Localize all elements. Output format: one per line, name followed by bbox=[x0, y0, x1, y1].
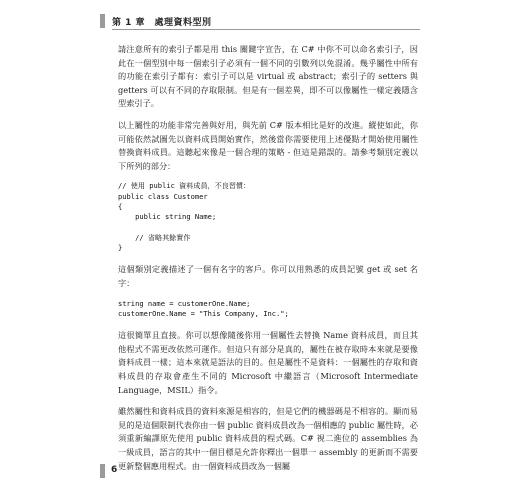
chapter-header-title: 第 1 章 處理資料型別 bbox=[112, 18, 212, 28]
paragraph-msil-difference: 這很簡單且直接。你可以想像隨後你用一個屬性去替換 Name 資料成員，而且其他程式不需更改依然可運作。但這只有部分是真的，屬性在被存取時本來就是要像資料成員一樣；這本來就是語法的目的。但是屬性不是資料：一個屬性的存取和資料成員的存取會產生不同的 Microsoft 中繼語言（Microsoft Intermediate Language，MSIL）指令。 bbox=[118, 330, 418, 395]
paragraph-customer-description: 這個類別定義描述了一個有名字的客戶。你可以用熟悉的成員記號 get 或 set 名字： bbox=[118, 264, 418, 289]
header-accent-bar bbox=[100, 14, 105, 28]
paragraph-property-strategy: 以上屬性的功能非常完善與好用，與先前 C# 版本相比是好的改進。縱使如此，你可能依然試圖先以資料成員開始實作，然後當你需要使用上述優點才開始使用屬性替換資料成員。這聽起來像是一個合理的策略 - 但這是錯誤的。請參考類別定義以下所列的部分： bbox=[118, 119, 418, 171]
code-block-name-usage: string name = customerOne.Name; customerOne.Name = "This Company, Inc."; bbox=[118, 298, 289, 318]
code-block-customer-class: // 使用 public 資料成員，不良習慣： public class Customer { public string Name; // 省略其餘實作 } bbox=[118, 181, 251, 253]
footer-accent-bar bbox=[100, 464, 105, 478]
paragraph-binary-compatibility: 雖然屬性和資料成員的資料來源是相容的，但是它們的機器碼是不相容的。顯而易見的是這個限制代表你由一個 public 資料成員改為一個相應的 public 屬性時，必須重新編譯原先使用 public 資料成員的程式碼。C# 視二進位的 assemblies 為一級成員，語言的其中一個目標是允許你釋出一個單一 assembly 的更新而不需要更新整個應用程式。由一個資料成員改為一個屬 bbox=[118, 406, 418, 471]
paragraph-indexer-notes: 請注意所有的索引子都是用 this 關鍵字宣告，在 C# 中你不可以命名索引子，因此在一個型別中每一個索引子必須有一個不同的引數列以免混淆。幾乎屬性中所有的功能在索引子都有：索引子可以是 virtual 或 abstract；索引子的 setters 與 getters 可以有不同的存取限制。但是有一個差異，即不可以像屬性一樣定義隱含型索引子。 bbox=[118, 44, 418, 109]
page-body bbox=[118, 43, 418, 481]
page-number: 6 bbox=[111, 465, 118, 475]
header-divider bbox=[112, 29, 420, 30]
